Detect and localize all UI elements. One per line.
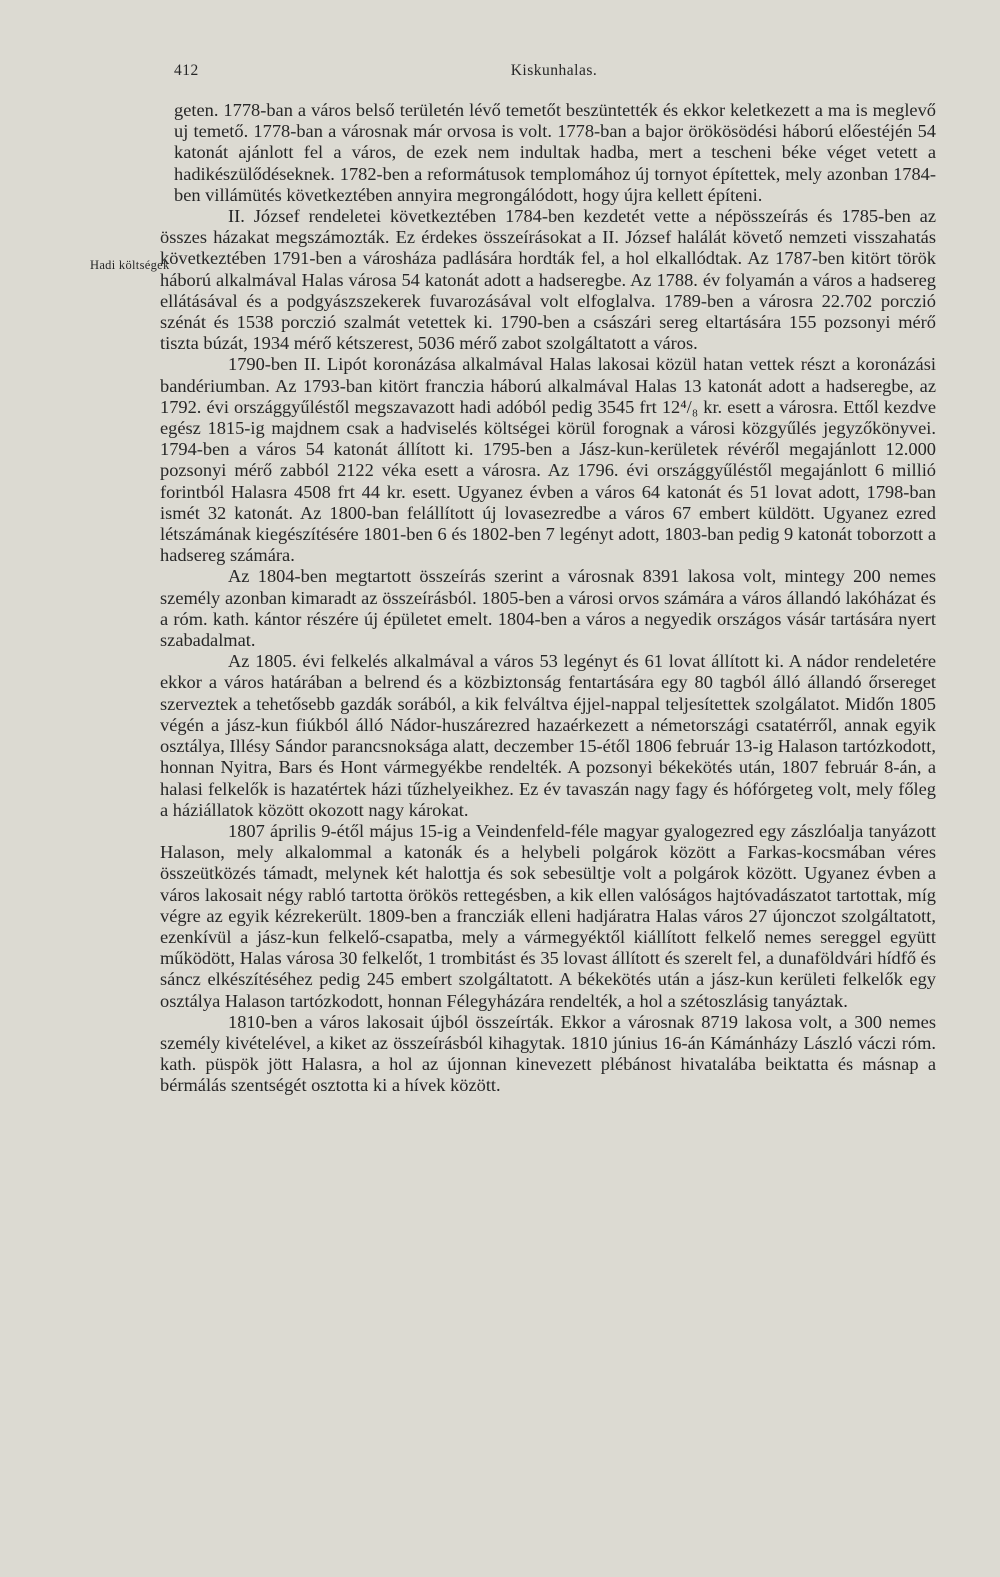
paragraph: Az 1804-ben megtartott összeírás szerint a városnak 8391 lakosa volt, mintegy 200 nemes személy azonban kimaradt az összeírásból. 1805-ben a városi orvos számára a város állandó lakóházat és a róm. kath. kántor részére új épületet emelt. 1804-ben a város a negyedik országos vásár tartására nyert szabadalmat.: [160, 566, 936, 651]
paragraph: II. József rendeletei következtében 1784-ben kezdetét vette a népösszeírás és 1785-ben az összes házakat megszámozták. Ez érdekes összeírásokat a II. József halálát követő nemzeti visszahatás következtében 1791-ben a városháza padlására hordták fel, a hol elkallódtak. Az 1787-ben kitört török háború alkalmával Halas városa 54 katonát adott a hadseregbe. Az 1788. év folyamán a város a hadsereg ellátásával és a podgyászszekerek fuvarozásával volt elfoglalva. 1789-ben a városra 22.702 porczió szénát és 1538 porczió szalmát vetettek ki. 1790-ben a császári sereg eltartására 155 pozsonyi mérő tiszta búzát, 1934 mérő kétszerest, 5036 mérő zabot szolgáltatott a város.: [160, 206, 936, 354]
paragraph: geten. 1778-ban a város belső területén lévő temetőt beszüntették és ekkor keletkezett a ma is meglevő uj temető. 1778-ban a városnak már orvosa is volt. 1778-ban a bajor örökösödési háború előestéjén 54 katonát ajánlott fel a város, de ezek nem indultak hadba, mert a tescheni béke véget vetett a hadikészülődéseknek. 1782-ben a reformátusok templomához új tornyot építettek, mely azonban 1784-ben villámütés következtében annyira megrongálódott, hogy újra kellett építeni.: [174, 100, 936, 205]
paragraph: 1790-ben II. Lipót koronázása alkalmával Halas lakosai közül hatan vettek részt a koronázási bandériumban. Az 1793-ban kitört franczia háború alkalmával Halas 13 katonát adott a hadseregbe, az 1792. évi országgyűléstől megszavazott hadi adóból pedig 3545 frt 12⁴/₈ kr. esett a városra. Ettől kezdve egész 1815-ig majdnem csak a hadviselés költségei körül forognak a városi közgyűlés jegyzőkönyvei. 1794-ben a város 54 katonát állított ki. 1795-ben a Jász-kun-kerületek révéről megajánlott 12.000 pozsonyi mérő zabból 2122 véka esett a városra. Az 1796. évi országgyűléstől megajánlott 6 millió forintból Halasra 4508 frt 44 kr. esett. Ugyanez évben a város 64 katonát és 51 lovat adott, 1798-ban ismét 32 katonát. Az 1800-ban felállított új lovasezredbe a város 67 embert küldött. Ugyanez ezred létszámának kiegészítésére 1801-ben 6 és 1802-ben 7 legényt adott, 1803-ban pedig 9 katonát toborzott a hadsereg számára.: [160, 354, 936, 566]
paragraph: Az 1805. évi felkelés alkalmával a város 53 legényt és 61 lovat állított ki. A nádor rendeletére ekkor a város határában a belrend és a közbiztonság fentartására egy 80 tagból álló állandó őrsereget szerveztek a tehetősebb gazdák sorából, a kik felváltva éjjel-nappal teljesítettek szolgálatot. Midőn 1805 végén a jász-kun fiúkból álló Nádor-huszárezred hazaérkezett a németországi csatatérről, annak egyik osztálya, Illésy Sándor parancsnoksága alatt, deczember 15-étől 1806 február 13-ig Halason tartózkodott, honnan Nyitra, Bars és Hont vármegyékbe rendelték. A pozsonyi békekötés után, 1807 február 8-án, a halasi felkelők is hazatértek házi tűzhelyeikhez. Ez év tavaszán nagy fagy és hófórgeteg volt, mely főleg a háziállatok között okozott nagy károkat.: [160, 651, 936, 820]
running-head: [174, 62, 934, 86]
margin-note: Hadi költségek: [90, 258, 170, 272]
paragraph: 1810-ben a város lakosait újból összeírták. Ekkor a városnak 8719 lakosa volt, a 300 nemes személy kivételével, a kiket az összeírásból kihagytak. 1810 június 16-án Kámánházy László váczi róm. kath. püspök jött Halasra, a hol az újonnan kinevezett plébánost hivatalába beiktatta és másnap a bérmálás szentségét osztotta ki a hívek között.: [160, 1011, 936, 1096]
running-title: Kiskunhalas.: [510, 62, 598, 79]
body-text: [160, 100, 936, 1097]
paragraph: 1807 április 9-étől május 15-ig a Veindenfeld-féle magyar gyalogezred egy zászlóalja tanyázott Halason, mely alkalommal a katonák és a helybeli polgárok között a Farkas-kocsmában véres összeütközés támadt, melynek két halottja és sok sebesültje volt a polgárok között. Ugyanez évben a város lakosait négy rabló tartotta örökös rettegésben, a kik ellen valóságos hajtóvadászatot tartottak, míg végre az egyik kézrekerült. 1809-ben a francziák elleni hadjáratra Halas város 27 újonczot szolgáltatott, ezenkívül a jász-kun felkelő-csapatba, mely a vármegyéktől kiállított felkelő nemes sereggel együtt működött, Halas városa 30 felkelőt, 1 trombitást és 35 lovast állított és szerelt fel, a dunaföldvári hídfő és sáncz elkészítéséhez pedig 245 embert szolgáltatott. A békekötés után a jász-kun kerületi felkelők egy osztálya Halason tartózkodott, honnan Félegyházára rendelték, a hol a szétoszlásig tanyáztak.: [160, 820, 936, 1011]
page-number: 412: [174, 62, 199, 79]
